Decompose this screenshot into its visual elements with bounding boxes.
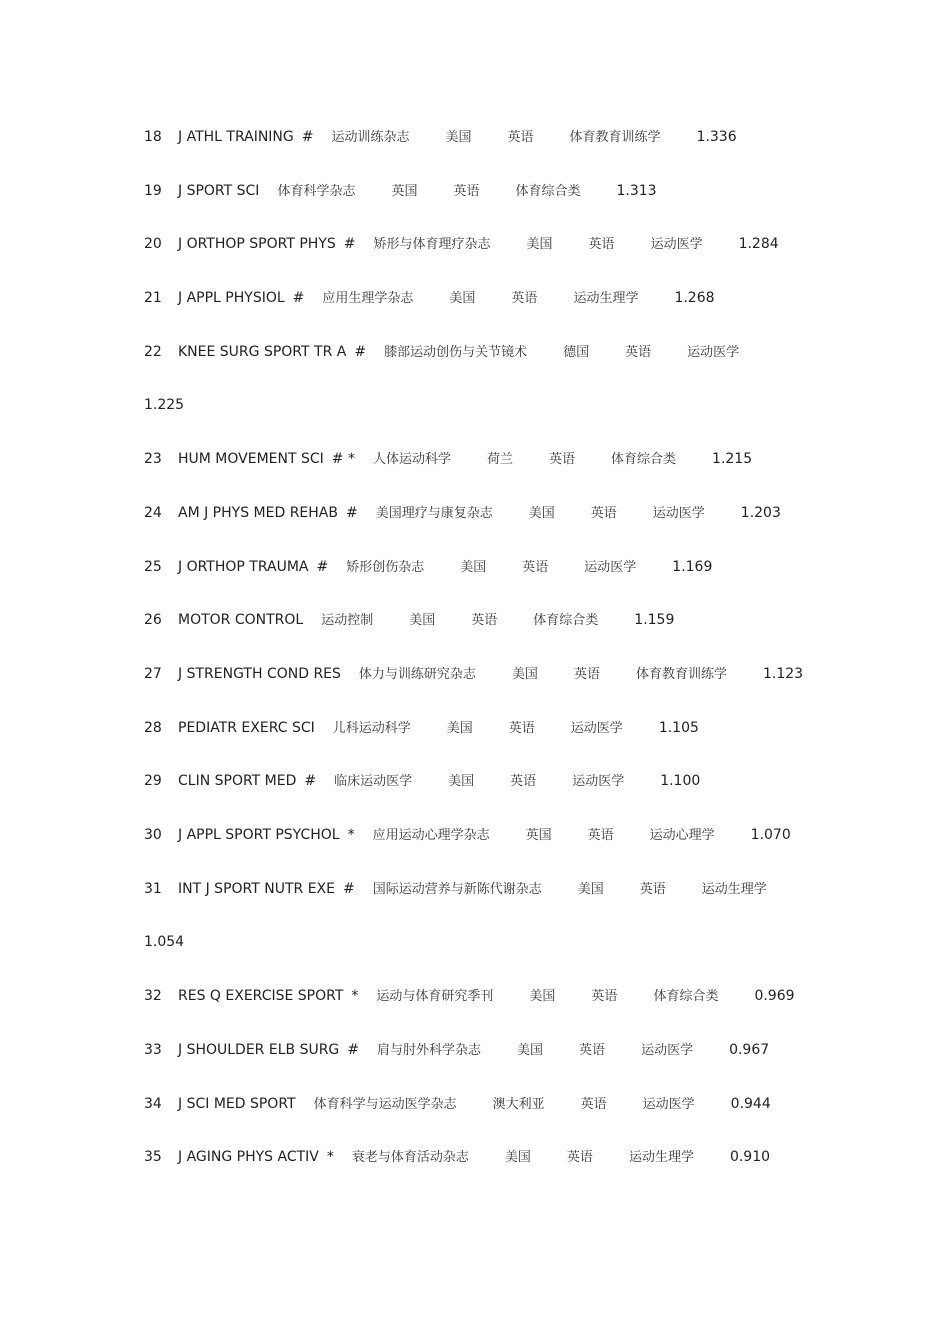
journal-abbr: AM J PHYS MED REHAB bbox=[178, 505, 338, 521]
journal-category: 体育教育训练学 bbox=[635, 667, 727, 682]
journal-category: 体育综合类 bbox=[533, 613, 599, 628]
journal-language: 英语 bbox=[471, 613, 498, 628]
journal-mark: * bbox=[351, 988, 359, 1004]
journal-abbr: MOTOR CONTROL bbox=[178, 612, 304, 628]
impact-factor: 1.100 bbox=[660, 773, 701, 789]
journal-abbr: J SCI MED SPORT bbox=[178, 1096, 296, 1112]
journal-category: 体育综合类 bbox=[515, 184, 581, 199]
row-number: 28 bbox=[144, 720, 162, 736]
journal-cn-title: 儿科运动科学 bbox=[332, 721, 411, 736]
journal-country: 美国 bbox=[446, 721, 473, 736]
journal-country: 美国 bbox=[577, 882, 604, 897]
journal-row bbox=[144, 1147, 770, 1167]
journal-category: 运动医学 bbox=[570, 721, 623, 736]
row-number: 26 bbox=[144, 612, 162, 628]
journal-abbr: INT J SPORT NUTR EXE bbox=[178, 881, 335, 897]
journal-cn-title: 国际运动营养与新陈代谢杂志 bbox=[372, 882, 542, 897]
impact-factor: 1.215 bbox=[712, 451, 753, 467]
impact-factor: 1.313 bbox=[616, 183, 657, 199]
journal-abbr: CLIN SPORT MED bbox=[178, 773, 297, 789]
journal-row bbox=[144, 181, 657, 201]
journal-row bbox=[144, 879, 767, 899]
journal-cn-title: 矫形与体育理疗杂志 bbox=[373, 237, 491, 252]
journal-abbr: PEDIATR EXERC SCI bbox=[178, 720, 315, 736]
journal-language: 英语 bbox=[508, 721, 535, 736]
journal-mark: # bbox=[343, 236, 356, 252]
impact-factor: 1.336 bbox=[696, 129, 737, 145]
row-number: 24 bbox=[144, 505, 162, 521]
journal-cn-title: 临床运动医学 bbox=[334, 774, 413, 789]
journal-country: 美国 bbox=[445, 130, 472, 145]
journal-mark: # bbox=[354, 344, 367, 360]
journal-category: 运动医学 bbox=[572, 774, 625, 789]
journal-row bbox=[144, 1040, 769, 1060]
journal-row bbox=[144, 986, 795, 1006]
row-number: 35 bbox=[144, 1149, 162, 1165]
impact-factor: 1.268 bbox=[674, 290, 715, 306]
journal-row bbox=[144, 1094, 771, 1114]
impact-factor: 1.105 bbox=[658, 720, 699, 736]
journal-abbr: KNEE SURG SPORT TR A bbox=[178, 344, 347, 360]
journal-category: 运动医学 bbox=[584, 560, 637, 575]
journal-language: 英语 bbox=[549, 452, 576, 467]
journal-mark: * bbox=[347, 827, 355, 843]
journal-abbr: J AGING PHYS ACTIV bbox=[178, 1149, 319, 1165]
journal-country: 美国 bbox=[504, 1150, 531, 1165]
journal-row bbox=[144, 771, 700, 791]
journal-country: 美国 bbox=[517, 1043, 544, 1058]
journal-row bbox=[144, 234, 779, 254]
journal-cn-title: 应用运动心理学杂志 bbox=[372, 828, 490, 843]
journal-cn-title: 应用生理学杂志 bbox=[322, 291, 414, 306]
journal-cn-title: 衰老与体育活动杂志 bbox=[351, 1150, 469, 1165]
row-number: 30 bbox=[144, 827, 162, 843]
journal-abbr: J APPL PHYSIOL bbox=[178, 290, 285, 306]
journal-country: 英国 bbox=[525, 828, 552, 843]
journal-row bbox=[144, 288, 715, 308]
journal-mark: # * bbox=[331, 451, 355, 467]
journal-language: 英语 bbox=[591, 989, 618, 1004]
journal-category: 运动医学 bbox=[641, 1043, 694, 1058]
row-number: 27 bbox=[144, 666, 162, 682]
journal-category: 运动医学 bbox=[652, 506, 705, 521]
journal-category: 运动心理学 bbox=[649, 828, 715, 843]
impact-factor: 0.944 bbox=[730, 1096, 771, 1112]
journal-country: 美国 bbox=[449, 291, 476, 306]
journal-abbr: J STRENGTH COND RES bbox=[178, 666, 341, 682]
journal-mark: # bbox=[345, 505, 358, 521]
journal-language: 英语 bbox=[453, 184, 480, 199]
journal-row bbox=[144, 342, 739, 362]
journal-category: 运动生理学 bbox=[573, 291, 639, 306]
journal-category: 运动生理学 bbox=[628, 1150, 694, 1165]
journal-row bbox=[144, 718, 699, 738]
journal-language: 英语 bbox=[639, 882, 666, 897]
journal-category: 运动生理学 bbox=[701, 882, 767, 897]
journal-category: 运动医学 bbox=[687, 345, 740, 360]
impact-factor: 1.225 bbox=[144, 397, 185, 413]
journal-category: 运动医学 bbox=[642, 1097, 695, 1112]
journal-language: 英语 bbox=[579, 1043, 606, 1058]
row-number: 20 bbox=[144, 236, 162, 252]
journal-language: 英语 bbox=[573, 667, 600, 682]
journal-cn-title: 膝部运动创伤与关节镜术 bbox=[384, 345, 528, 360]
journal-row bbox=[144, 503, 781, 523]
journal-row bbox=[144, 664, 803, 684]
journal-abbr: HUM MOVEMENT SCI bbox=[178, 451, 324, 467]
journal-abbr: J ATHL TRAINING bbox=[178, 129, 294, 145]
journal-mark: # bbox=[342, 881, 355, 897]
row-number: 21 bbox=[144, 290, 162, 306]
journal-row-continuation bbox=[144, 395, 184, 415]
journal-row bbox=[144, 610, 674, 630]
impact-factor: 1.203 bbox=[740, 505, 781, 521]
journal-language: 英语 bbox=[587, 828, 614, 843]
journal-language: 英语 bbox=[625, 345, 652, 360]
journal-language: 英语 bbox=[590, 506, 617, 521]
journal-abbr: J ORTHOP TRAUMA bbox=[178, 559, 309, 575]
impact-factor: 1.284 bbox=[738, 236, 779, 252]
row-number: 33 bbox=[144, 1042, 162, 1058]
journal-cn-title: 运动训练杂志 bbox=[331, 130, 410, 145]
journal-abbr: J ORTHOP SPORT PHYS bbox=[178, 236, 336, 252]
row-number: 29 bbox=[144, 773, 162, 789]
journal-cn-title: 运动控制 bbox=[321, 613, 374, 628]
journal-language: 英语 bbox=[510, 774, 537, 789]
journal-country: 美国 bbox=[511, 667, 538, 682]
impact-factor: 0.967 bbox=[729, 1042, 770, 1058]
impact-factor: 1.054 bbox=[144, 934, 185, 950]
journal-category: 体育综合类 bbox=[653, 989, 719, 1004]
journal-language: 英语 bbox=[522, 560, 549, 575]
journal-row bbox=[144, 449, 752, 469]
journal-cn-title: 矫形创伤杂志 bbox=[346, 560, 425, 575]
row-number: 18 bbox=[144, 129, 162, 145]
journal-country: 英国 bbox=[391, 184, 418, 199]
impact-factor: 0.910 bbox=[729, 1149, 771, 1165]
journal-cn-title: 运动与体育研究季刊 bbox=[376, 989, 494, 1004]
journal-country: 美国 bbox=[526, 237, 553, 252]
row-number: 32 bbox=[144, 988, 162, 1004]
journal-language: 英语 bbox=[588, 237, 615, 252]
journal-cn-title: 体育科学杂志 bbox=[277, 184, 356, 199]
journal-category: 体育综合类 bbox=[611, 452, 677, 467]
journal-cn-title: 肩与肘外科学杂志 bbox=[377, 1043, 482, 1058]
impact-factor: 1.123 bbox=[762, 666, 804, 682]
row-number: 19 bbox=[144, 183, 162, 199]
journal-language: 英语 bbox=[511, 291, 538, 306]
journal-country: 美国 bbox=[529, 989, 556, 1004]
journal-cn-title: 人体运动科学 bbox=[372, 452, 451, 467]
journal-language: 英语 bbox=[566, 1150, 593, 1165]
journal-abbr: J SHOULDER ELB SURG bbox=[178, 1042, 340, 1058]
journal-country: 德国 bbox=[563, 345, 590, 360]
row-number: 31 bbox=[144, 881, 162, 897]
journal-country: 荷兰 bbox=[486, 452, 513, 467]
row-number: 34 bbox=[144, 1096, 162, 1112]
impact-factor: 1.169 bbox=[672, 559, 713, 575]
row-number: 25 bbox=[144, 559, 162, 575]
journal-mark: # bbox=[304, 773, 317, 789]
journal-abbr: RES Q EXERCISE SPORT bbox=[178, 988, 344, 1004]
journal-language: 英语 bbox=[507, 130, 534, 145]
journal-country: 美国 bbox=[448, 774, 475, 789]
row-number: 22 bbox=[144, 344, 162, 360]
impact-factor: 1.070 bbox=[750, 827, 791, 843]
journal-category: 体育教育训练学 bbox=[569, 130, 661, 145]
impact-factor: 0.969 bbox=[754, 988, 795, 1004]
journal-country: 美国 bbox=[409, 613, 436, 628]
journal-country: 澳大利亚 bbox=[492, 1097, 545, 1112]
journal-mark: # bbox=[292, 290, 305, 306]
journal-category: 运动医学 bbox=[650, 237, 703, 252]
journal-row bbox=[144, 127, 737, 147]
journal-row-continuation bbox=[144, 932, 184, 952]
journal-cn-title: 美国理疗与康复杂志 bbox=[375, 506, 493, 521]
journal-cn-title: 体育科学与运动医学杂志 bbox=[313, 1097, 457, 1112]
journal-country: 美国 bbox=[528, 506, 555, 521]
journal-cn-title: 体力与训练研究杂志 bbox=[358, 667, 476, 682]
journal-country: 美国 bbox=[460, 560, 487, 575]
journal-abbr: J SPORT SCI bbox=[178, 183, 260, 199]
impact-factor: 1.159 bbox=[634, 612, 675, 628]
journal-mark: * bbox=[326, 1149, 334, 1165]
journal-row bbox=[144, 825, 791, 845]
journal-mark: # bbox=[301, 129, 314, 145]
journal-mark: # bbox=[316, 559, 329, 575]
journal-abbr: J APPL SPORT PSYCHOL bbox=[178, 827, 340, 843]
journal-mark: # bbox=[347, 1042, 360, 1058]
row-number: 23 bbox=[144, 451, 162, 467]
journal-row bbox=[144, 557, 712, 577]
journal-language: 英语 bbox=[580, 1097, 607, 1112]
